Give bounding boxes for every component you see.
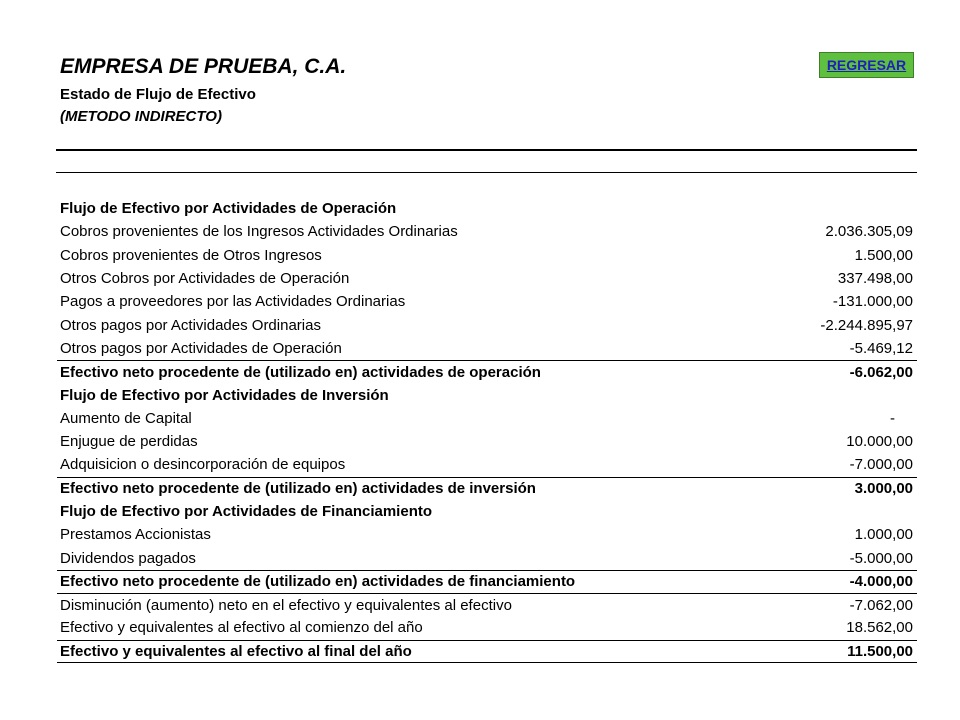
row-value: -5.469,12 xyxy=(849,339,913,357)
opening-balance-row xyxy=(57,616,917,639)
cash-flow-table xyxy=(57,197,917,663)
row-value: -4.000,00 xyxy=(849,573,913,591)
row-label: Cobros provenientes de los Ingresos Actividades Ordinarias xyxy=(60,223,458,241)
row-label: Otros pagos por Actividades Ordinarias xyxy=(60,316,321,334)
row-value: 3.000,00 xyxy=(854,480,913,498)
row-value: -2.244.895,97 xyxy=(820,316,913,334)
closing-balance-row xyxy=(57,640,917,663)
table-row xyxy=(57,290,917,313)
table-row xyxy=(57,453,917,476)
row-value: 11.500,00 xyxy=(847,642,913,660)
header-divider-thin xyxy=(56,172,917,173)
row-value: -131.000,00 xyxy=(832,293,913,311)
row-label: Dividendos pagados xyxy=(60,549,196,567)
report-method: (METODO INDIRECTO) xyxy=(60,108,222,125)
row-value: 337.498,00 xyxy=(837,270,913,288)
subtotal-row-operating xyxy=(57,360,917,383)
table-row xyxy=(57,267,917,290)
back-button[interactable]: REGRESAR xyxy=(819,52,914,78)
row-label: Efectivo neto procedente de (utilizado en) actividades de inversión xyxy=(60,480,536,498)
row-value: 2.036.305,09 xyxy=(825,223,913,241)
report-title: Estado de Flujo de Efectivo xyxy=(60,86,256,103)
row-value: - xyxy=(890,409,895,427)
row-label: Otros Cobros por Actividades de Operación xyxy=(60,270,350,288)
section-header-financing xyxy=(57,500,917,523)
row-label: Flujo de Efectivo por Actividades de Operación xyxy=(60,200,397,218)
row-value: 18.562,00 xyxy=(846,619,913,637)
table-row xyxy=(57,313,917,336)
row-label: Efectivo neto procedente de (utilizado en) actividades de operación xyxy=(60,363,541,381)
row-value: -7.062,00 xyxy=(849,596,913,614)
section-header-investing xyxy=(57,383,917,406)
row-label: Prestamos Accionistas xyxy=(60,526,211,544)
row-label: Efectivo y equivalentes al efectivo al final del año xyxy=(60,642,412,660)
row-label: Aumento de Capital xyxy=(60,409,192,427)
row-label: Cobros provenientes de Otros Ingresos xyxy=(60,246,322,264)
row-label: Otros pagos por Actividades de Operación xyxy=(60,339,342,357)
section-header-operating xyxy=(57,197,917,220)
row-value: -7.000,00 xyxy=(849,456,913,474)
net-change-row xyxy=(57,593,917,616)
table-row xyxy=(57,523,917,546)
table-row xyxy=(57,407,917,430)
row-label: Flujo de Efectivo por Actividades de Inversión xyxy=(60,386,389,404)
table-row xyxy=(57,244,917,267)
row-value: -5.000,00 xyxy=(849,549,913,567)
row-value: -6.062,00 xyxy=(849,363,913,381)
row-value: 1.000,00 xyxy=(854,526,913,544)
row-label: Efectivo neto procedente de (utilizado en) actividades de financiamiento xyxy=(60,573,576,591)
subtotal-row-investing xyxy=(57,477,917,500)
table-row xyxy=(57,430,917,453)
table-row xyxy=(57,220,917,243)
row-label: Pagos a proveedores por las Actividades Ordinarias xyxy=(60,293,406,311)
row-value: 10.000,00 xyxy=(846,433,913,451)
row-label: Disminución (aumento) neto en el efectivo y equivalentes al efectivo xyxy=(60,596,512,614)
header-divider-thick xyxy=(56,149,917,151)
row-label: Flujo de Efectivo por Actividades de Financiamiento xyxy=(60,503,433,520)
row-label: Adquisicion o desincorporación de equipos xyxy=(60,456,346,474)
table-row xyxy=(57,546,917,569)
row-label: Efectivo y equivalentes al efectivo al comienzo del año xyxy=(60,619,423,637)
table-row xyxy=(57,337,917,360)
row-label: Enjugue de perdidas xyxy=(60,433,198,451)
row-value: 1.500,00 xyxy=(854,246,913,264)
subtotal-row-financing xyxy=(57,570,917,593)
company-name: EMPRESA DE PRUEBA, C.A. xyxy=(60,55,347,78)
